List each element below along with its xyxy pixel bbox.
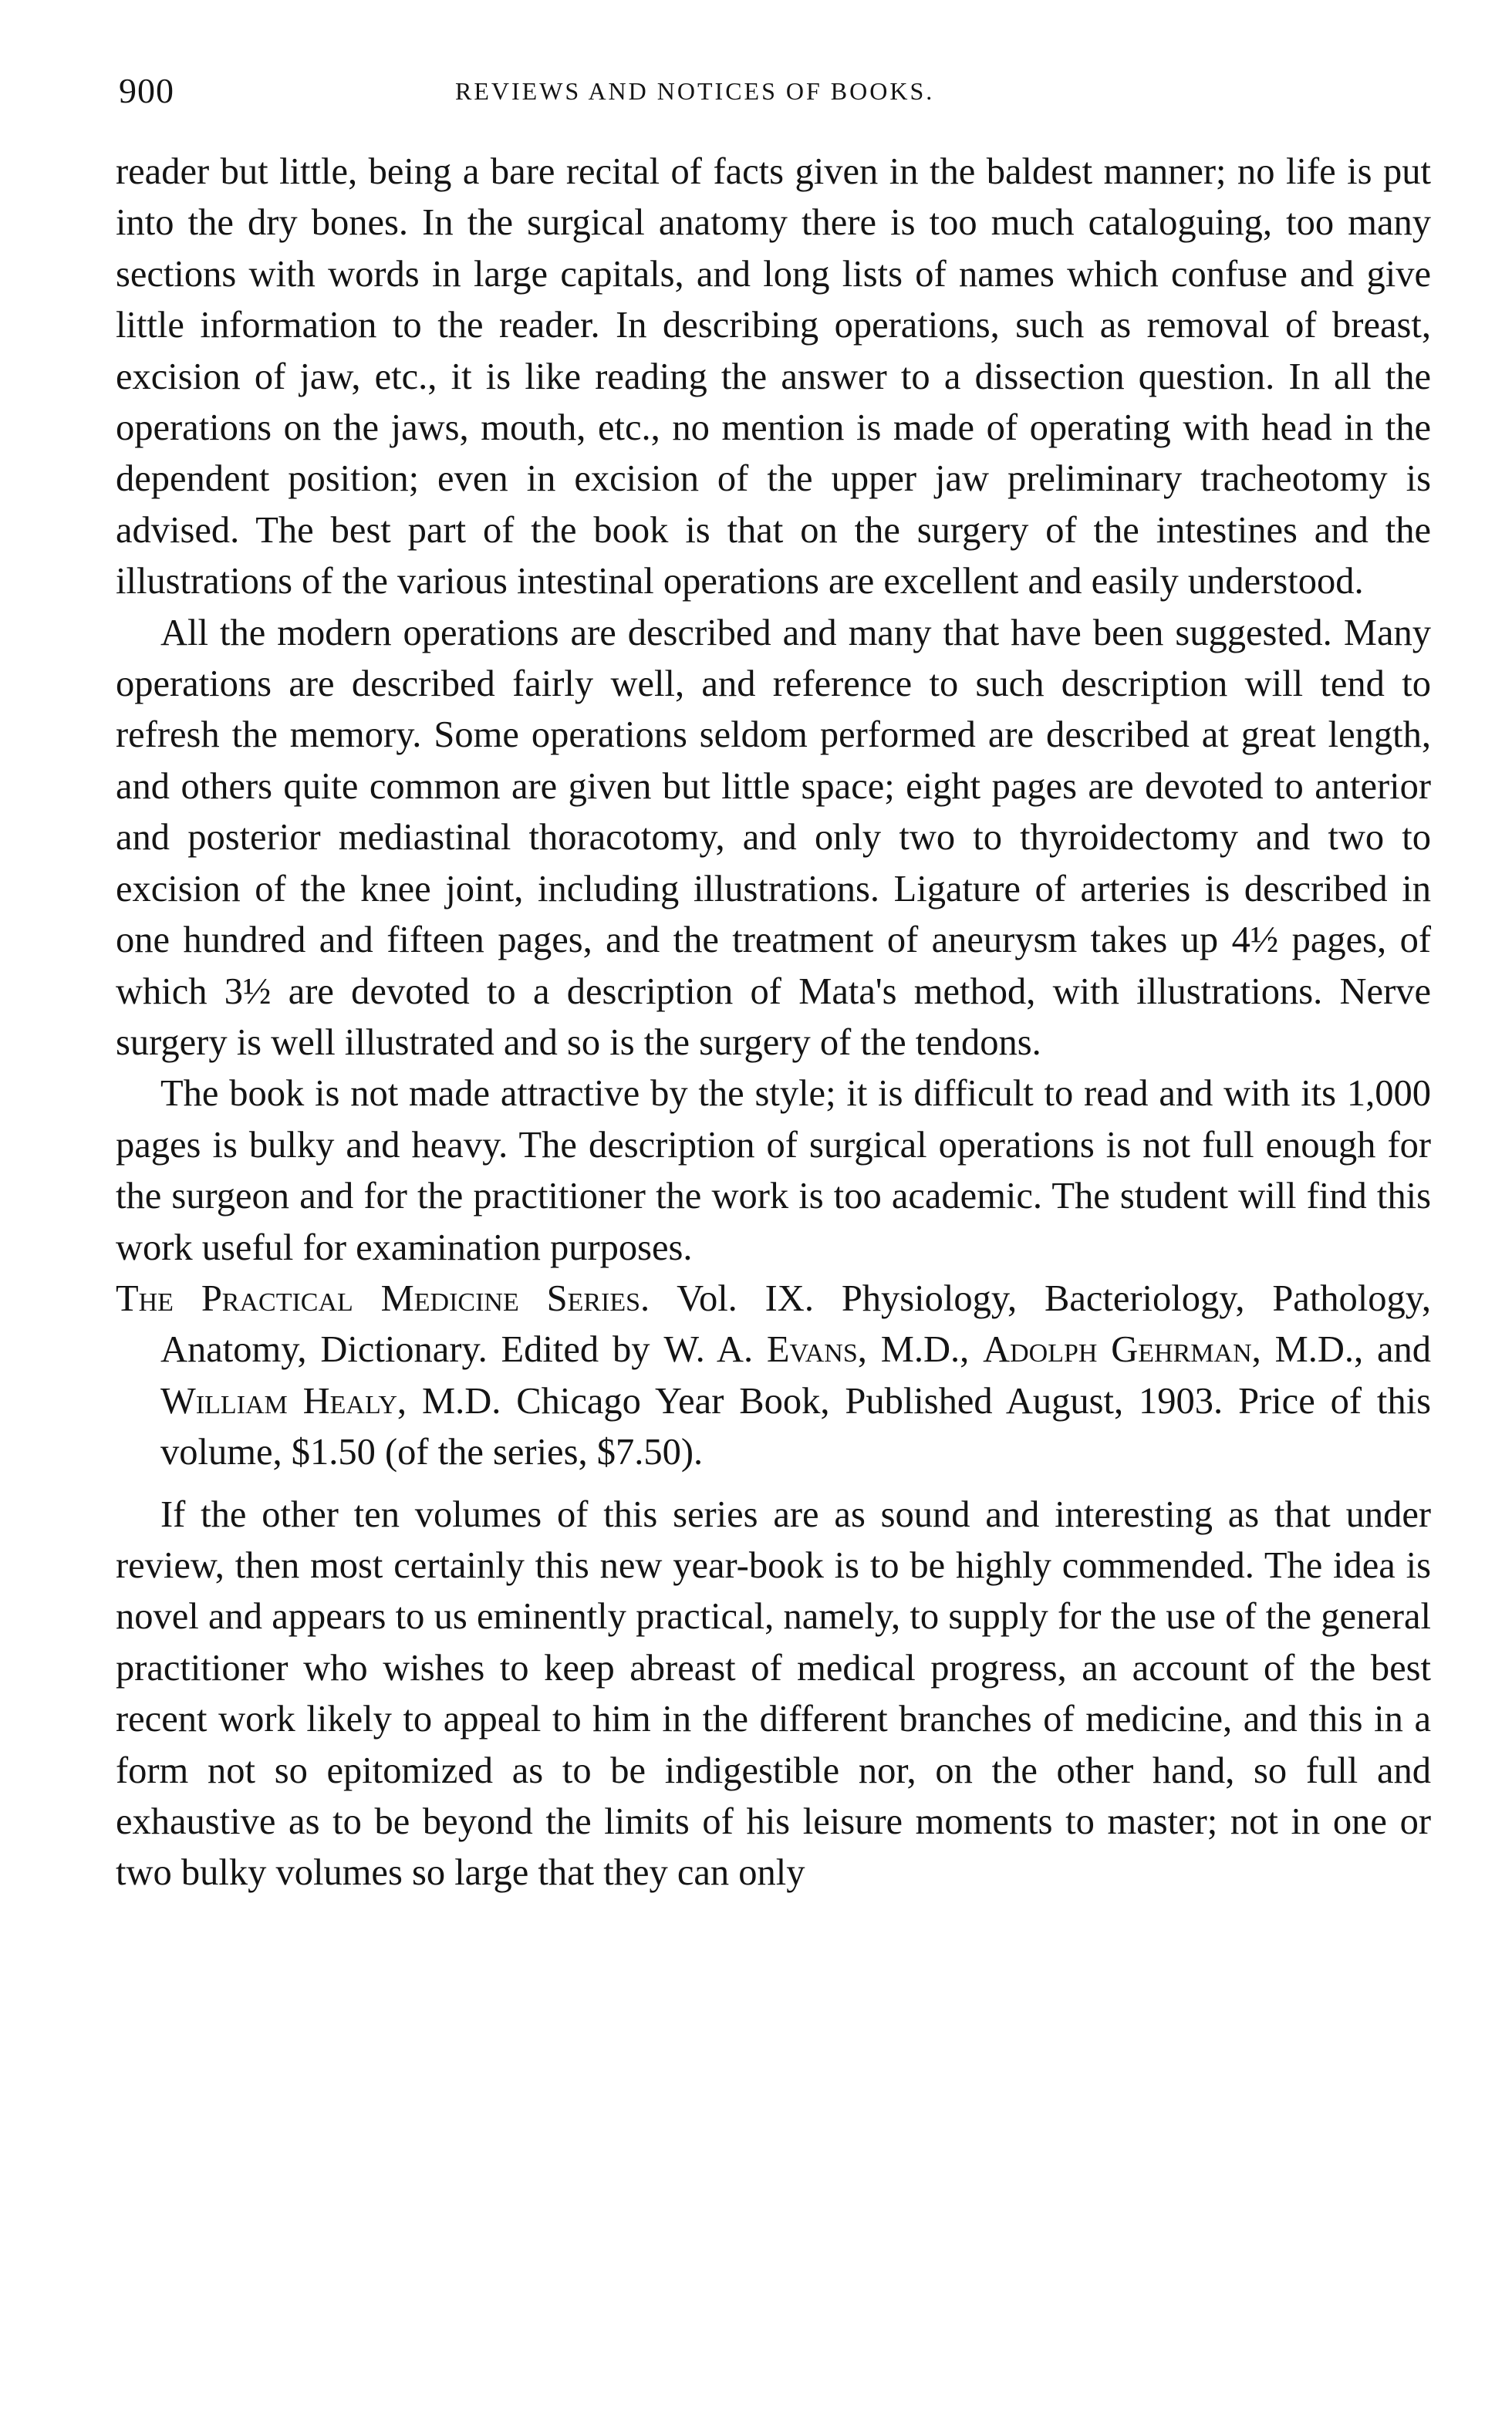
editor-gehrman: Adolph Gehrman, (983, 1329, 1261, 1371)
running-head (93, 68, 1450, 114)
article-body (116, 147, 1431, 1899)
volume-subjects: Vol. IX. Physiology, Bacteriology, Pathology, Anatomy, Dictionary. Edited by (160, 1277, 1431, 1371)
review-paragraph-style: The book is not made attractive by the style; it is difficult to read and with its 1,000 pages is bulky and heavy. The description of surgical operations is not full enough for the surgeon and for the practitioner the work is too academic. The student will find this work useful for examination purposes. (116, 1073, 1431, 1268)
publication-details: M.D. Chicago Year Book, Published August, 1903. Price of this volume, $1.50 (of the series, $7.50). (160, 1380, 1431, 1473)
editor-evans-degree: M.D., (866, 1329, 984, 1371)
editor-evans: W. A. Evans, (663, 1329, 867, 1371)
page-number: 900 (119, 71, 174, 110)
book-notice (116, 1274, 1431, 1479)
editor-healy: William Healy, (160, 1380, 407, 1422)
series-title: The Practical Medicine Series. (116, 1277, 650, 1319)
review-opening-paragraph: If the other ten volumes of this series are as sound and interesting as that under review, then most certainly this new year-book is to be highly commended. The idea is novel and appears to us eminently practical, namely, to supply for the use of the general practitioner who wishes to keep abreast of medical progress, an account of the best recent work likely to appeal to him in the different branches of medicine, and this in a form not so epitomized as to be indigestible nor, on the other hand, so full and exhaustive as to be beyond the limits of his leisure moments to master; not in one or two bulky volumes so large that they can only (116, 1493, 1431, 1894)
review-paragraph-continued: reader but little, being a bare recital of facts given in the baldest manner; no life is put into the dry bones. In the surgical anatomy there is too much cataloguing, too many sections with words in large capitals, and long lists of names which confuse and give little information to the reader. In describing operations, such as removal of breast, excision of jaw, etc., it is like reading the answer to a dissection question. In all the operations on the jaws, mouth, etc., no mention is made of operating with head in the dependent position; even in excision of the upper jaw preliminary tracheotomy is advised. The best part of the book is that on the surgery of the intestines and the illustrations of the various intestinal operations are excellent and easily understood. (116, 151, 1431, 602)
review-paragraph-operations: All the modern operations are described and many that have been suggested. Many operations are described fairly well, and reference to such description will tend to refresh the memory. Some operations seldom performed are described at great length, and others quite common are given but little space; eight pages are devoted to anterior and posterior mediastinal thoracotomy, and only two to thyroidectomy and two to excision of the knee joint, including illustrations. Ligature of arteries is described in one hundred and fifteen pages, and the treatment of aneurysm takes up 4½ pages, of which 3½ are devoted to a description of Mata's method, with illustrations. Nerve surgery is well illustrated and so is the surgery of the tendons. (116, 612, 1431, 1063)
running-title: REVIEWS AND NOTICES OF BOOKS. (455, 77, 935, 105)
editor-gehrman-degree: M.D., and (1261, 1329, 1431, 1371)
